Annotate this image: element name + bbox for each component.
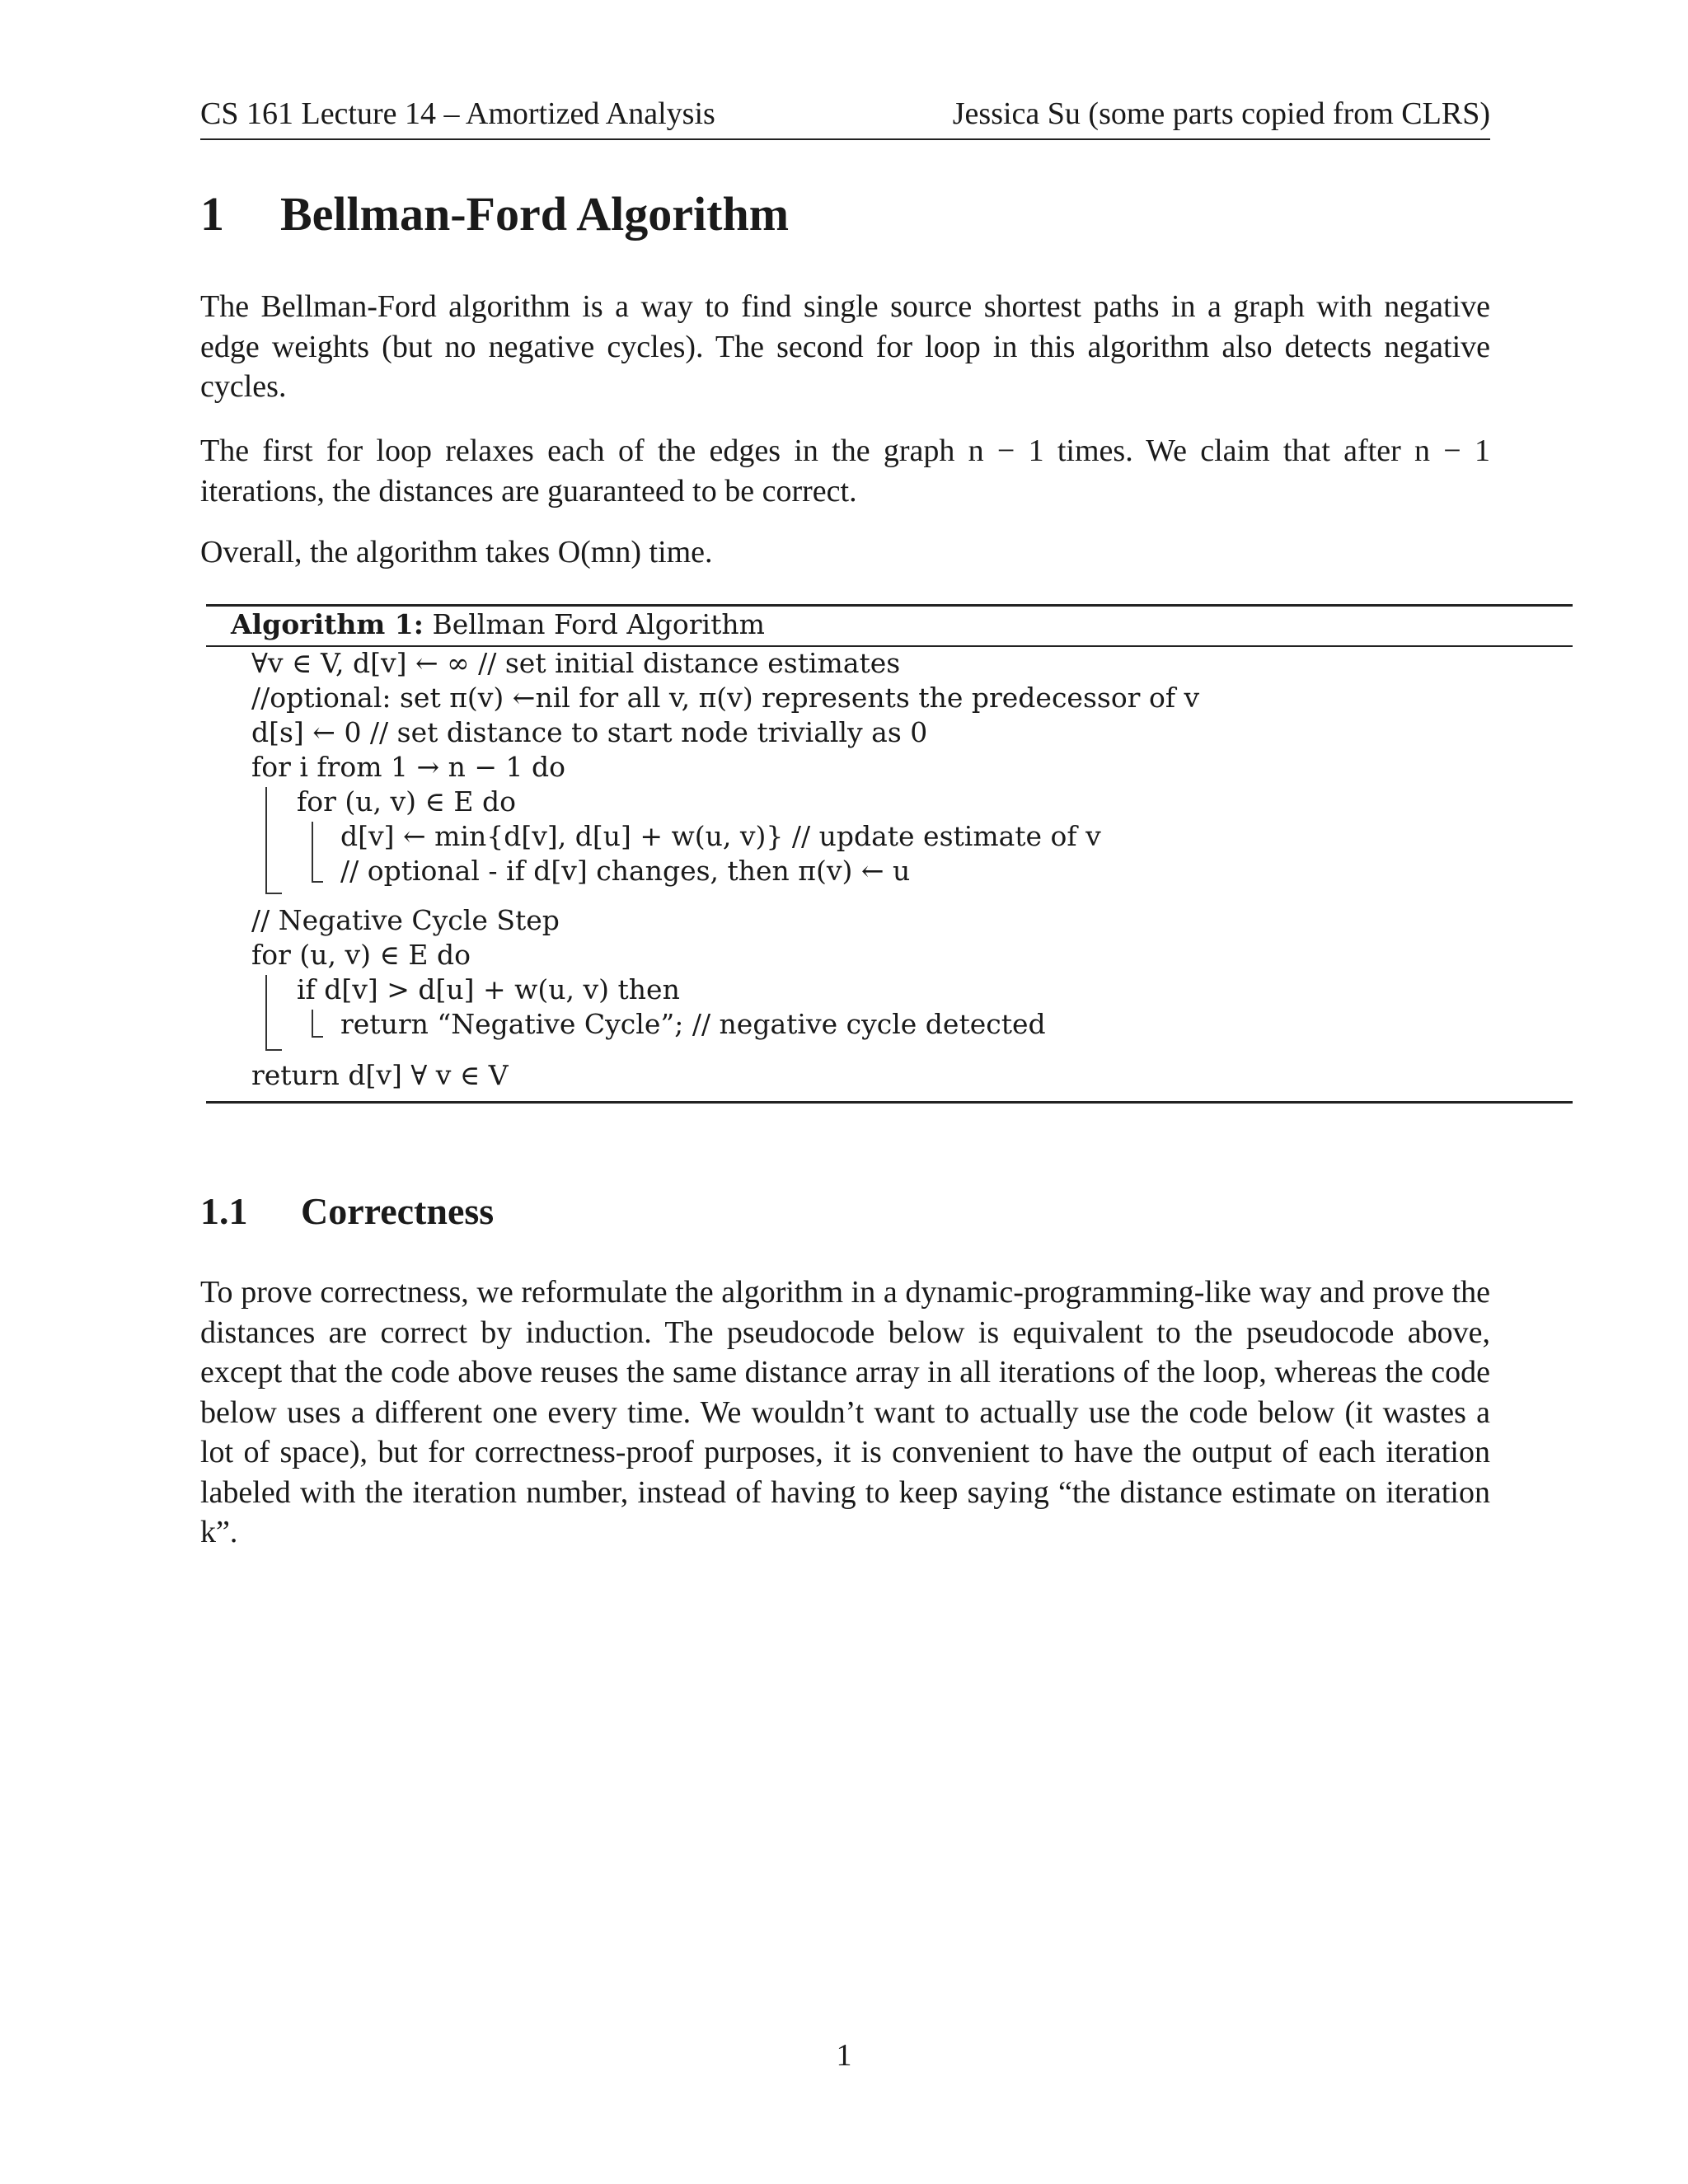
subsection-title: Correctness bbox=[301, 1190, 495, 1232]
subsection-heading bbox=[200, 1187, 494, 1236]
header-author: Jessica Su (some parts copied from CLRS) bbox=[952, 96, 1490, 131]
algo-line-if: if d[v] > d[u] + w(u, v) then bbox=[297, 973, 680, 1005]
algorithm-box bbox=[206, 604, 1573, 1104]
loop-paragraph: The first for loop relaxes each of the edges in the graph n − 1 times. We claim that after n − 1 iterations, the distances are guaranteed to be correct. bbox=[200, 434, 1490, 509]
algorithm-bottom-rule bbox=[206, 1101, 1573, 1104]
algo-line-inner-for: for (u, v) ∈ E do bbox=[297, 785, 516, 818]
algo-line-check-for: for (u, v) ∈ E do bbox=[251, 939, 471, 971]
section-heading bbox=[200, 185, 789, 243]
algo-line-return-negative: return “Negative Cycle”; // negative cycle detected bbox=[340, 1008, 1046, 1040]
algorithm-top-rule bbox=[206, 604, 1573, 607]
algo-line-negative-cycle-comment: // Negative Cycle Step bbox=[251, 904, 560, 936]
algo-line-outer-for: for i from 1 → n − 1 do bbox=[251, 751, 566, 783]
algorithm-caption bbox=[231, 607, 765, 642]
correctness-paragraph: To prove correctness, we reformulate the algorithm in a dynamic-programming-like way and prove the distances are correct by induction. The pseudocode below is equivalent to the pseudocode above, except that the code above reuses the same distance array in all iterations of the loop, whereas the code below uses a different one every time. We wouldn’t want to actually use the code below (it wastes a lot of space), but for correctness-proof purposes, it is convenient to have the output of each iteration labeled with the iteration number, instead of having to keep saying “the distance estimate on iteration k”. bbox=[200, 1275, 1490, 1549]
header-course-title: CS 161 Lecture 14 – Amortized Analysis bbox=[200, 96, 715, 131]
algo-line-return: return d[v] ∀ v ∈ V bbox=[251, 1059, 509, 1091]
algo-line-relax: d[v] ← min{d[v], d[u] + w(u, v)} // update estimate of v bbox=[340, 820, 1101, 852]
if-bar bbox=[312, 1010, 313, 1036]
check-loop-bar-end bbox=[265, 1049, 282, 1051]
page-number: 1 bbox=[836, 2038, 852, 2073]
algorithm-label: Algorithm 1: bbox=[231, 608, 424, 640]
inner-loop-bar-end bbox=[312, 881, 323, 883]
subsection-number: 1.1 bbox=[200, 1190, 248, 1232]
algorithm-name: Bellman Ford Algorithm bbox=[432, 608, 765, 640]
outer-loop-bar bbox=[265, 787, 267, 893]
running-header bbox=[200, 89, 1490, 140]
section-number: 1 bbox=[200, 187, 224, 241]
intro-paragraph: The Bellman-Ford algorithm is a way to find single source shortest paths in a graph with negative edge weights (but no negative cycles). The second for loop in this algorithm also detects negative cycles. bbox=[200, 289, 1490, 404]
algo-line-start-node: d[s] ← 0 // set distance to start node trivially as 0 bbox=[251, 716, 928, 748]
inner-loop-bar bbox=[312, 822, 313, 881]
algo-line-optional-pi: //optional: set π(v) ←nil for all v, π(v) represents the predecessor of v bbox=[251, 682, 1200, 714]
runtime-paragraph: Overall, the algorithm takes O(mn) time. bbox=[200, 535, 713, 569]
check-loop-bar bbox=[265, 975, 267, 1049]
if-bar-end bbox=[312, 1036, 323, 1038]
section-title: Bellman-Ford Algorithm bbox=[280, 187, 790, 241]
algo-line-init: ∀v ∈ V, d[v] ← ∞ // set initial distance estimates bbox=[251, 647, 901, 679]
algo-line-optional-update: // optional - if d[v] changes, then π(v) ← u bbox=[340, 855, 911, 887]
outer-loop-bar-end bbox=[265, 893, 282, 894]
